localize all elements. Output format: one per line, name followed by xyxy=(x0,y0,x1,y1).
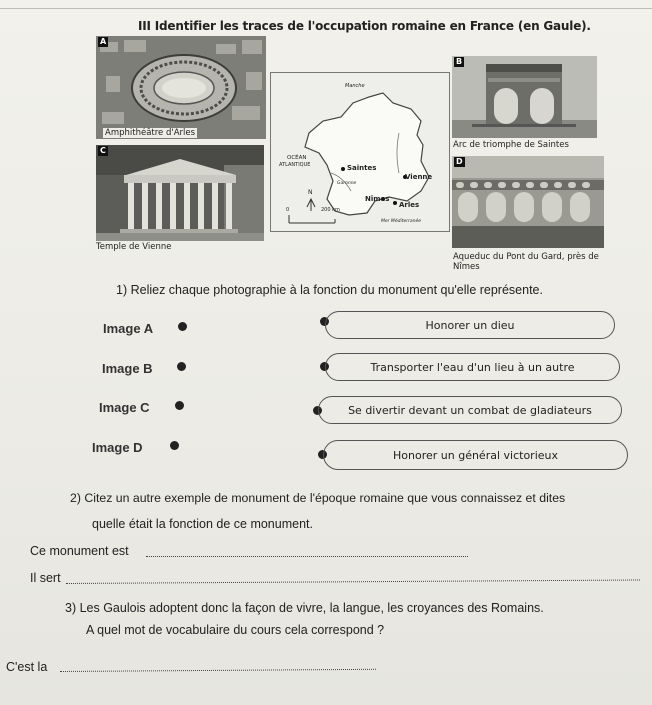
section-title: III Identifier les traces de l'occupation romaine en France (en Gaule). xyxy=(138,19,591,33)
answer-transporter-eau[interactable]: Transporter l'eau d'un lieu à un autre xyxy=(325,353,620,381)
map-label-ocean-line1: OCÉAN xyxy=(287,155,307,161)
question-1: 1) Reliez chaque photographie à la fonction du monument qu'elle représente. xyxy=(116,283,543,297)
photo-c-letter: C xyxy=(100,146,106,155)
map-city-arles: Arles xyxy=(399,201,420,209)
map-north-label: N xyxy=(308,189,313,196)
map-city-vienne: Vienne xyxy=(405,173,433,181)
map-river-garonne: Garonne xyxy=(337,181,357,186)
photo-b-letter: B xyxy=(456,57,463,66)
photo-a-letter: A xyxy=(100,37,107,46)
photo-b-arch xyxy=(452,56,597,138)
question-3-line1: 3) Les Gaulois adoptent donc la façon de vivre, la langue, les croyances des Romains. xyxy=(65,601,544,615)
photo-d-letter: D xyxy=(456,157,463,166)
dot-image-b[interactable] xyxy=(177,362,186,371)
label-image-a: Image A xyxy=(103,321,154,336)
photo-d-aqueduct xyxy=(452,156,604,248)
label-image-c: Image C xyxy=(99,400,150,415)
label-image-b: Image B xyxy=(102,361,153,376)
dot-image-a[interactable] xyxy=(178,322,187,331)
map-label-manche: Manche xyxy=(345,83,365,89)
map-label-ocean-line2: ATLANTIQUE xyxy=(279,162,311,168)
fill-label-monument: Ce monument est xyxy=(30,544,129,558)
photo-b-caption: Arc de triomphe de Saintes xyxy=(453,140,569,150)
answer-line-fonction[interactable] xyxy=(66,579,640,584)
map-scale-zero: 0 xyxy=(286,207,290,213)
answer-general-victorieux[interactable]: Honorer un général victorieux xyxy=(323,440,628,470)
photo-d-caption-line1: Aqueduc du Pont du Gard, près de xyxy=(453,252,599,262)
photo-a-amphitheatre xyxy=(96,36,266,139)
photo-c-temple xyxy=(96,145,264,241)
answer-honorer-dieu[interactable]: Honorer un dieu xyxy=(325,311,615,339)
fill-label-il-sert: Il sert xyxy=(30,571,61,585)
question-2-line2: quelle était la fonction de ce monument. xyxy=(92,517,313,531)
answer-line-vocabulaire[interactable] xyxy=(60,669,376,672)
question-2-line1: 2) Citez un autre exemple de monument de l'époque romaine que vous connaissez et dites xyxy=(70,491,566,505)
map-of-gaul xyxy=(270,72,450,232)
answer-line-monument[interactable] xyxy=(146,556,468,557)
map-scale-200: 200 km xyxy=(321,207,340,213)
answer-divertir-gladiateurs[interactable]: Se divertir devant un combat de gladiateurs xyxy=(318,396,622,424)
photo-a-caption: Amphithéâtre d'Arles xyxy=(105,128,196,138)
photo-c-caption: Temple de Vienne xyxy=(96,242,172,252)
photo-d-caption-line2: Nîmes xyxy=(453,262,480,272)
map-city-nimes: Nîmes xyxy=(365,195,390,203)
map-city-saintes: Saintes xyxy=(347,164,377,172)
dot-image-d[interactable] xyxy=(170,441,179,450)
dot-image-c[interactable] xyxy=(175,401,184,410)
fill-label-cest-la: C'est la xyxy=(6,660,48,674)
top-rule xyxy=(0,8,652,9)
question-3-line2: A quel mot de vocabulaire du cours cela correspond ? xyxy=(86,623,385,637)
label-image-d: Image D xyxy=(92,440,143,455)
map-label-mediterranee: Mer Méditerranée xyxy=(381,219,422,224)
